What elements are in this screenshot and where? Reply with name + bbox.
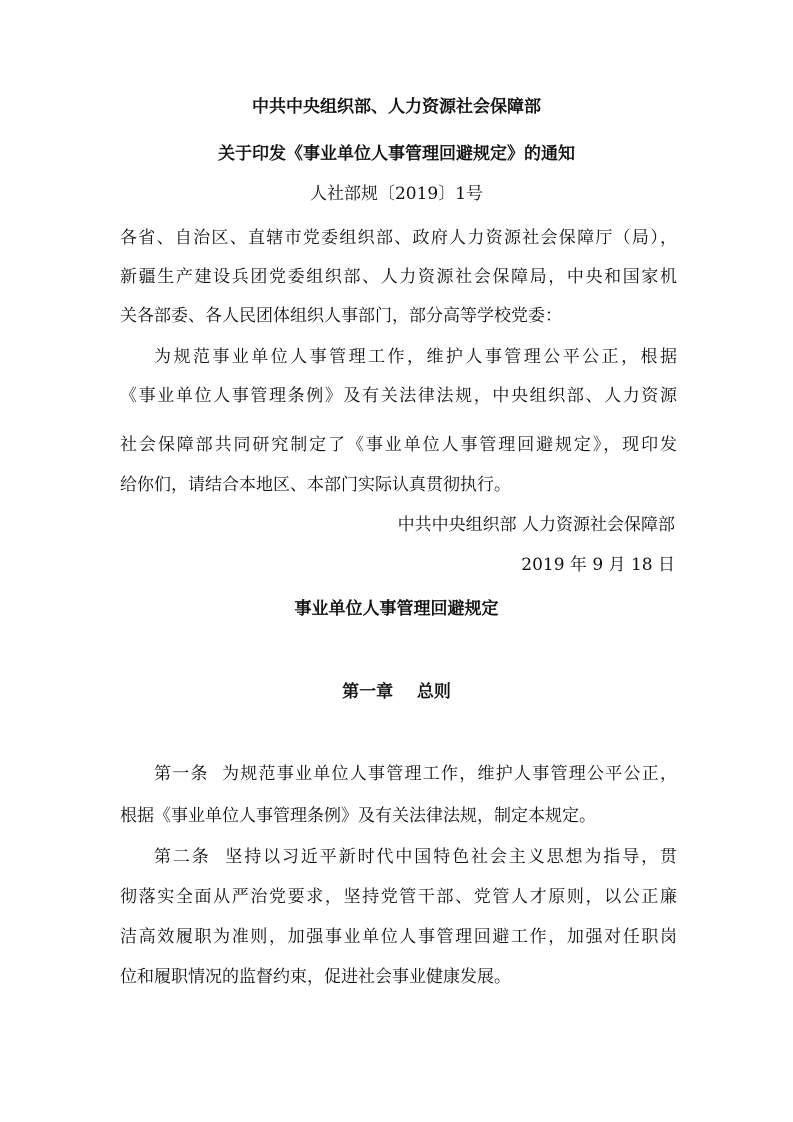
article-2-line: 洁高效履职为准则，加强事业单位人事管理回避工作，加强对任职岗 — [120, 927, 677, 947]
article-2-line: 彻落实全面从严治党要求，坚持党管干部、党管人才原则，以公正廉 — [120, 887, 677, 907]
signature: 中共中央组织部 人力资源社会保障部 — [397, 515, 675, 535]
addressee-line: 各省、自治区、直辖市党委组织部、政府人力资源社会保障厅（局）， — [120, 228, 677, 248]
notice-body-line: 社会保障部共同研究制定了《事业单位人事管理回避规定》，现印发 — [120, 435, 677, 455]
notice-body-line: 《事业单位人事管理条例》及有关法律法规，中央组织部、人力资源 — [120, 386, 677, 406]
article-2-line: 位和履职情况的监督约束，促进社会事业健康发展。 — [120, 967, 511, 987]
article-2-line: 第二条 坚持以习近平新时代中国特色社会主义思想为指导，贯 — [154, 847, 677, 867]
issue-date: 2019 年 9 月 18 日 — [521, 555, 675, 575]
addressee-line: 关各部委、各人民团体组织人事部门，部分高等学校党委： — [120, 306, 562, 326]
notice-title-line2: 关于印发《事业单位人事管理回避规定》的通知 — [218, 144, 575, 164]
addressee-line: 新疆生产建设兵团党委组织部、人力资源社会保障局，中央和国家机 — [120, 267, 677, 287]
document-number: 人社部规〔2019〕1号 — [309, 184, 484, 204]
article-1-line: 第一条 为规范事业单位人事管理工作，维护人事管理公平公正， — [154, 764, 677, 784]
chapter-heading: 第一章 总则 — [342, 682, 451, 702]
notice-body-line: 给你们，请结合本地区、本部门实际认真贯彻执行。 — [120, 475, 511, 495]
regulation-title: 事业单位人事管理回避规定 — [294, 599, 499, 619]
article-1-line: 根据《事业单位人事管理条例》及有关法律法规，制定本规定。 — [120, 806, 596, 826]
notice-title-line1: 中共中央组织部、人力资源社会保障部 — [252, 97, 541, 117]
notice-body-line: 为规范事业单位人事管理工作，维护人事管理公平公正，根据 — [154, 347, 677, 367]
